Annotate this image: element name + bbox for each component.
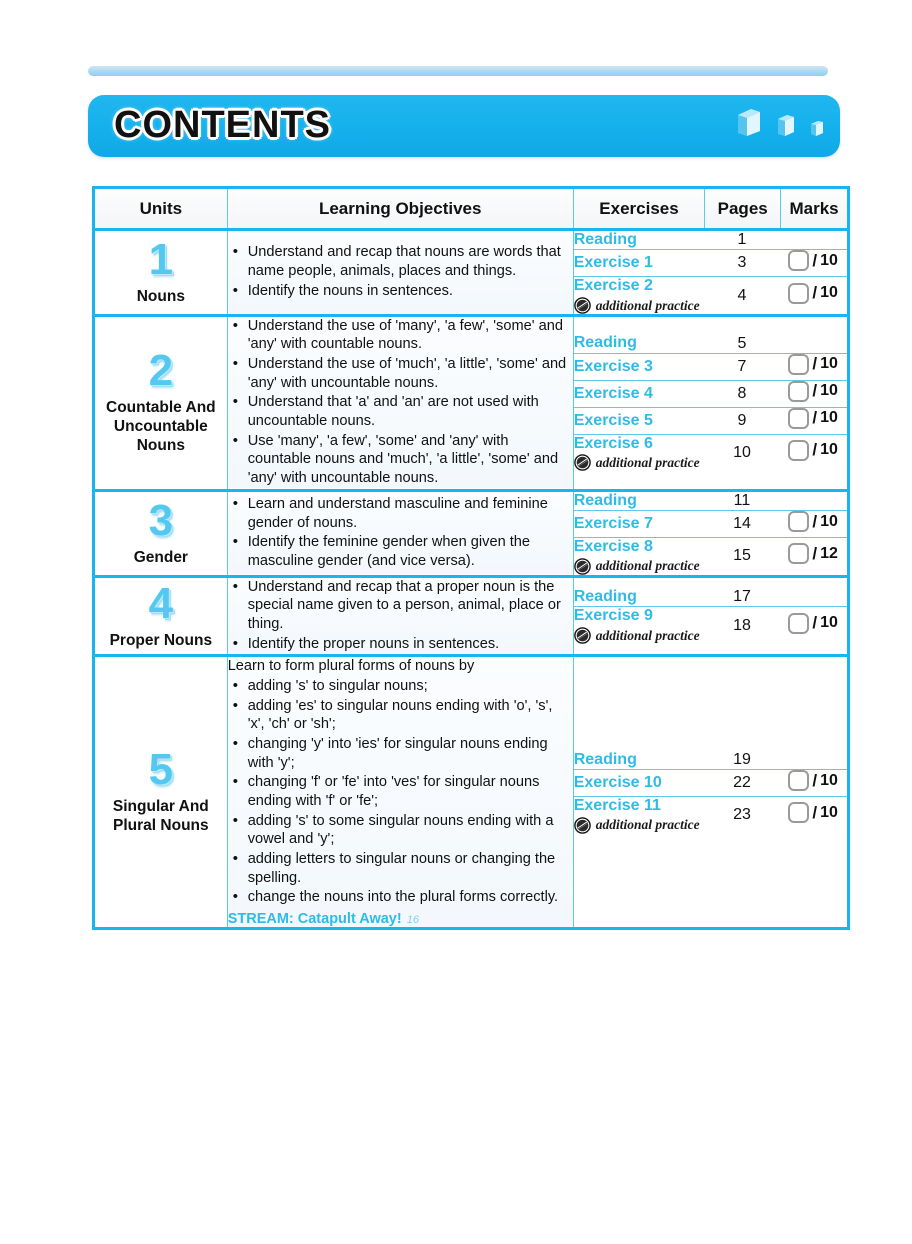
additional-practice-icon [574,817,591,834]
marks-entry[interactable] [788,613,838,634]
marks-slash: / [812,283,818,303]
marks-slash: / [812,511,818,531]
additional-practice-label: additional practice [595,627,700,643]
additional-practice-label: additional practice [595,454,700,470]
additional-practice-label: additional practice [595,817,700,833]
objective-item: • adding letters to singular nouns or changing the spelling. [228,850,573,887]
exercise-label: Exercise 6 [573,434,653,452]
column-header-units: Units [94,188,228,230]
table-row [94,230,849,316]
exercise-group-cell [573,315,848,490]
marks-cell[interactable] [779,588,847,607]
exercise-label: Reading [573,491,637,509]
marks-cell[interactable] [779,770,847,797]
marks-cell[interactable] [779,250,847,277]
exercise-group-cell [573,656,848,929]
column-header-exercises: Exercises [573,188,705,230]
objective-item: • Understand the use of 'many', 'a few', 'some' and 'any' with countable nouns. [228,317,573,354]
exercise-label: Reading [573,588,637,606]
exercise-cell[interactable] [574,250,705,277]
exercise-row [574,380,847,407]
book-cube-icon [810,119,824,137]
objective-item: • Identify the feminine gender when given the masculine gender (and vice versa). [228,533,573,570]
marks-slash: / [812,613,818,633]
marks-input-box[interactable] [788,250,809,271]
page-cell: 17 [705,588,780,607]
marks-cell[interactable] [779,353,847,380]
marks-slash: / [812,770,818,790]
objectives-list [228,495,573,571]
objectives-list [228,243,573,300]
additional-practice [574,297,705,314]
marks-total: 10 [820,284,838,302]
additional-practice [574,454,705,471]
page-cell: 10 [733,443,751,461]
unit-cell [94,576,228,656]
exercise-cell[interactable] [574,380,705,407]
exercise-label: Exercise 7 [573,515,653,533]
marks-cell[interactable] [779,407,847,434]
marks-cell[interactable] [779,434,847,471]
exercise-row [574,492,847,511]
page-cell: 5 [705,334,780,353]
marks-entry[interactable] [788,440,838,461]
marks-total: 10 [820,771,838,789]
exercise-cell[interactable] [574,231,705,250]
objectives-lead: Learn to form plural forms of nouns by [227,658,475,675]
unit-number: 2 [148,346,174,396]
marks-input-box[interactable] [788,770,809,791]
objectives-list [228,677,573,907]
exercise-row [574,797,847,834]
additional-practice-icon [574,627,591,644]
additional-practice-label: additional practice [595,297,700,313]
additional-practice [574,817,705,834]
table-header-row [94,188,849,230]
unit-cell [94,315,228,490]
marks-entry[interactable] [788,354,838,375]
objective-item: • Understand the use of 'much', 'a little', 'some' and 'any' with uncountable nouns. [228,355,573,392]
exercise-row [574,231,847,250]
marks-input-box[interactable] [788,381,809,402]
marks-entry[interactable] [788,283,838,304]
marks-total: 10 [820,382,838,400]
marks-input-box[interactable] [788,543,809,564]
marks-cell[interactable] [779,511,847,538]
objective-item: • change the nouns into the plural forms correctly. [228,888,573,907]
objective-item: • Use 'many', 'a few', 'some' and 'any' with countable nouns and 'much', 'a little', 'some' and 'any' with uncountable nouns. [228,432,573,488]
exercise-label: Reading [573,231,637,248]
marks-input-box[interactable] [788,354,809,375]
marks-total: 10 [820,441,838,459]
page-cell: 3 [705,250,780,277]
exercise-row [574,434,847,471]
page-cell: 14 [705,511,780,538]
top-decorative-bar [88,66,828,76]
exercise-label: Exercise 10 [573,773,662,791]
page-cell: 15 [733,547,751,565]
marks-slash: / [812,381,818,401]
exercise-label: Exercise 11 [573,797,661,815]
page-cell: 23 [733,806,751,824]
exercise-row [574,607,847,644]
additional-practice-icon [574,297,591,314]
objectives-list [228,578,573,654]
exercise-subtable [574,492,847,575]
marks-cell[interactable] [779,334,847,353]
table-header [94,188,849,230]
objective-item: • adding 's' to some singular nouns ending with a vowel and 'y'; [228,812,573,849]
book-cube-icon [776,113,796,137]
marks-cell[interactable] [779,797,847,834]
exercise-cell[interactable] [574,407,705,434]
marks-entry[interactable] [788,802,838,823]
marks-total: 10 [820,512,838,530]
additional-practice [574,627,705,644]
unit-number: 1 [148,234,174,284]
marks-cell[interactable] [779,607,847,644]
table-row [94,490,849,576]
exercise-row [574,407,847,434]
unit-name: Nouns [136,287,185,305]
exercise-cell[interactable] [574,751,705,770]
objective-item: • Understand and recap that nouns are words that name people, animals, places and things. [228,243,573,280]
book-cube-icon [736,107,762,137]
objective-item: • Identify the nouns in sentences. [228,282,573,301]
exercise-row [574,353,847,380]
exercise-cell[interactable] [574,434,705,471]
marks-input-box[interactable] [788,408,809,429]
marks-slash: / [812,354,818,374]
marks-cell[interactable] [779,492,847,511]
page-cell: 18 [733,616,751,634]
exercise-row [574,511,847,538]
unit-cell [94,490,228,576]
table-row [94,315,849,490]
table-row [94,576,849,656]
unit-name: Countable And Uncountable Nouns [106,399,216,455]
objective-item: • Understand and recap that a proper noun is the special name given to a person, animal, place or thing. [228,578,573,634]
exercise-row [574,751,847,770]
exercise-row [574,588,847,607]
table-row [94,656,849,929]
exercise-subtable [574,751,847,834]
additional-practice-icon [574,558,591,575]
exercise-label: Exercise 4 [573,384,653,402]
additional-practice-icon [574,454,591,471]
column-header-objectives: Learning Objectives [227,188,573,230]
exercise-label: Reading [573,334,637,352]
exercise-row [574,538,847,575]
objectives-list [228,317,573,488]
unit-name: Gender [133,548,188,566]
objective-item: • changing 'f' or 'fe' into 'ves' for singular nouns ending with 'f' or 'fe'; [228,773,573,810]
marks-total: 10 [820,251,838,269]
learning-objectives-cell [227,315,573,490]
exercise-row [574,277,847,314]
page-cell: 9 [705,407,780,434]
contents-table [92,186,850,930]
objective-item: • adding 's' to singular nouns; [228,677,573,696]
exercise-cell[interactable] [574,607,705,644]
marks-input-box[interactable] [788,802,809,823]
exercise-cell[interactable] [574,770,705,797]
exercise-group-cell [573,230,848,316]
marks-slash: / [812,408,818,428]
exercise-label: Exercise 5 [573,411,653,429]
additional-practice [574,558,705,575]
objective-item: • Identify the proper nouns in sentences. [228,635,573,654]
exercise-label: Exercise 1 [573,254,653,272]
marks-input-box[interactable] [788,440,809,461]
marks-total: 10 [820,355,838,373]
marks-entry[interactable] [788,250,838,271]
marks-entry[interactable] [788,408,838,429]
marks-entry[interactable] [788,381,838,402]
exercise-subtable [574,231,847,314]
marks-cell[interactable] [779,751,847,770]
unit-number: 4 [148,578,174,628]
exercise-group-cell [573,490,848,576]
exercise-label: Reading [573,750,637,768]
exercise-subtable [574,334,847,471]
exercise-label: Exercise 9 [573,607,653,625]
marks-cell[interactable] [779,538,847,575]
marks-entry[interactable] [788,770,838,791]
unit-cell [94,656,228,929]
exercise-cell[interactable] [574,353,705,380]
page-cell: 1 [705,231,780,250]
exercise-cell[interactable] [574,797,705,834]
exercise-label: Exercise 3 [573,357,653,375]
stream-activity[interactable]: STREAM: Catapult Away! 16 [227,911,419,928]
marks-entry[interactable] [788,543,838,564]
marks-slash: / [812,250,818,270]
learning-objectives-cell [227,230,573,316]
exercise-cell[interactable] [574,538,705,575]
exercise-row [574,770,847,797]
column-header-pages: Pages [705,188,781,230]
column-header-marks: Marks [781,188,849,230]
page-title: CONTENTS [114,104,331,146]
marks-cell[interactable] [779,380,847,407]
exercise-row [574,250,847,277]
exercise-cell[interactable] [574,511,705,538]
exercise-subtable [574,588,847,644]
unit-number: 5 [148,745,174,795]
contents-header-band [88,95,840,157]
exercise-row [574,334,847,353]
exercise-cell[interactable] [574,277,705,314]
unit-number: 3 [148,495,174,545]
objective-item: • Understand that 'a' and 'an' are not used with uncountable nouns. [228,393,573,430]
stream-page: 16 [406,914,419,927]
marks-slash: / [812,440,818,460]
exercise-label: Exercise 2 [573,277,653,295]
table-body [94,230,849,929]
unit-cell [94,230,228,316]
exercise-cell[interactable] [574,492,705,511]
marks-slash: / [812,802,818,822]
exercise-group-cell [573,576,848,656]
learning-objectives-cell [227,576,573,656]
unit-name: Proper Nouns [109,631,213,649]
additional-practice-label: additional practice [595,558,700,574]
page-cell: 4 [737,286,747,304]
page-cell: 8 [705,380,780,407]
unit-name: Singular And Plural Nouns [112,798,209,835]
objective-item: • Learn and understand masculine and feminine gender of nouns. [228,495,573,532]
page-cell: 22 [705,770,780,797]
objective-item: • changing 'y' into 'ies' for singular nouns ending with 'y'; [228,735,573,772]
marks-total: 10 [820,409,838,427]
exercise-cell[interactable] [574,588,705,607]
marks-input-box[interactable] [788,283,809,304]
header-icon-group [736,107,824,137]
marks-input-box[interactable] [788,511,809,532]
marks-entry[interactable] [788,511,838,532]
marks-cell[interactable] [779,277,847,314]
page-cell: 11 [705,492,780,511]
marks-total: 10 [820,803,838,821]
learning-objectives-cell [227,490,573,576]
marks-cell[interactable] [779,231,847,250]
exercise-cell[interactable] [574,334,705,353]
page-cell: 19 [705,751,780,770]
learning-objectives-cell [227,656,573,929]
exercise-label: Exercise 8 [573,538,653,556]
marks-input-box[interactable] [788,613,809,634]
marks-total: 12 [820,544,838,562]
marks-total: 10 [820,614,838,632]
page-cell: 7 [705,353,780,380]
objective-item: • adding 'es' to singular nouns ending with 'o', 's', 'x', 'ch' or 'sh'; [228,697,573,734]
marks-slash: / [812,543,818,563]
